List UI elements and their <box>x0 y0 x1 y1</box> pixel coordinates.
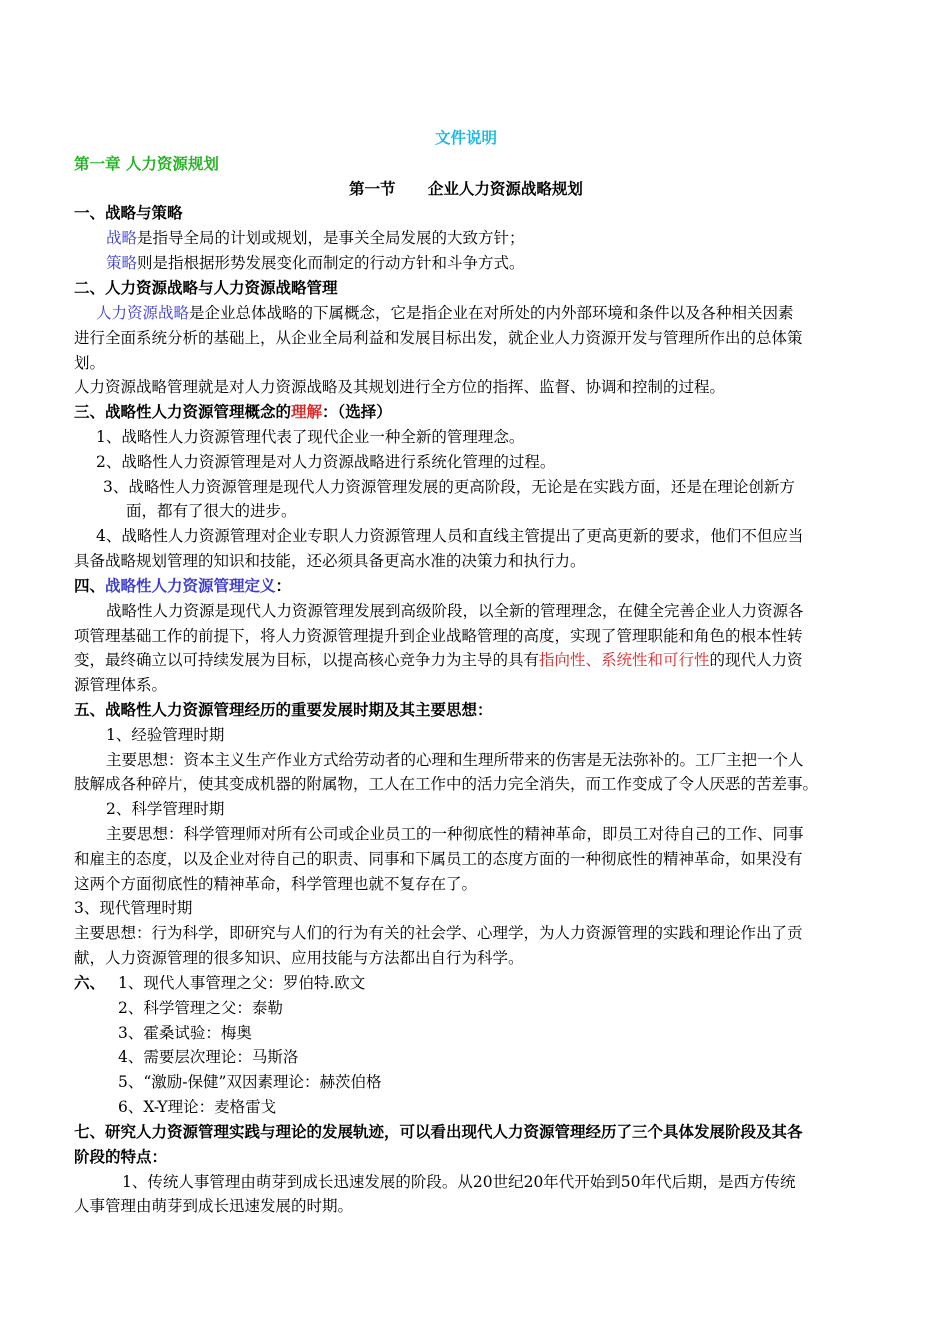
s5-period-1-line-2: 肢解成各种碎片，使其变成机器的附属物，工人在工作中的活力完全消失，而工作变成了令人厌恶的苦差事。 <box>74 775 819 793</box>
s3-item-4: 4、战略性人力资源管理对企业专职人力资源管理人员和直线主管提出了更高更新的要求，他们不但应当 <box>96 527 804 545</box>
s2-line-1 <box>96 301 794 325</box>
section-heading: 第一节 企业人力资源战略规划 <box>349 180 583 198</box>
s5-period-3-line-1: 主要思想：行为科学，即研究与人们的行为有关的社会学、心理学，为人力资源管理的实践和理论作出了贡 <box>74 924 803 942</box>
s1-p2-text: 则是指根据形势发展变化而制定的行动方针和斗争方式。 <box>137 254 525 272</box>
s6-item-5: 5、“激励-保健”双因素理论：赫茨伯格 <box>118 1073 382 1091</box>
s3-item-1: 1、战略性人力资源管理代表了现代企业一种全新的管理理念。 <box>96 428 525 446</box>
s2-line-3: 划。 <box>74 354 106 372</box>
s5-period-2-line-1: 主要思想：科学管理师对所有公司或企业员工的一种彻底性的精神革命，即员工对待自己的工作、同事 <box>106 825 804 843</box>
term-tactics: 策略 <box>106 254 138 272</box>
s2-heading: 二、人力资源战略与人力资源战略管理 <box>74 279 338 297</box>
s3-item-3-cont: 面，都有了很大的进步。 <box>126 502 297 520</box>
s5-period-2-line-2: 和雇主的态度，以及企业对待自己的职责、同事和下属员工的态度方面的一种彻底性的精神革命，如果没有 <box>74 850 803 868</box>
s6-item-4: 4、需要层次理论：马斯洛 <box>118 1048 299 1066</box>
s6-item-2: 2、科学管理之父：泰勒 <box>118 999 283 1017</box>
s6-item-3: 3、霍桑试验：梅奥 <box>118 1024 252 1042</box>
s2-line-4: 人力资源战略管理就是对人力资源战略及其规划进行全方位的指挥、监督、协调和控制的过程。 <box>74 378 726 396</box>
s4-line-4: 源管理体系。 <box>74 676 168 694</box>
s5-period-3-line-2: 献，人力资源管理的很多知识、应用技能与方法都出自行为科学。 <box>74 949 524 967</box>
s4-heading-blue: 战略性人力资源管理定义 <box>105 577 276 595</box>
s4-l3-red: 指向性、系统性和可行性 <box>539 651 710 669</box>
s6-item-6: 6、X-Y理论：麦格雷戈 <box>118 1098 277 1116</box>
s6-heading: 六、 <box>74 974 106 992</box>
s4-heading-b: ： <box>275 577 292 595</box>
s5-period-2-title: 2、科学管理时期 <box>106 800 225 818</box>
s4-l3-b: 的现代人力资 <box>709 651 803 669</box>
s4-line-3 <box>74 648 803 672</box>
s2-line-2: 进行全面系统分析的基础上，从企业全局利益和发展目标出发，就企业人力资源开发与管理所作出的总体策 <box>74 329 803 347</box>
s4-l3-a: 变，最终确立以可持续发展为目标，以提高核心竞争力为主导的具有 <box>74 651 540 669</box>
s4-heading-a: 四、 <box>74 577 106 595</box>
term-strategy: 战略 <box>106 229 138 247</box>
s3-heading-red: 理解 <box>291 403 323 421</box>
s2-l1-text: 是企业总体战略的下属概念，它是指企业在对所处的内外部环境和条件以及各种相关因素 <box>189 304 794 322</box>
term-hr-strategy: 人力资源战略 <box>96 304 190 322</box>
s5-period-2-line-3: 这两个方面彻底性的精神革命，科学管理也就不复存在了。 <box>74 875 478 893</box>
s1-paragraph-2 <box>106 251 525 275</box>
s5-heading: 五、战略性人力资源管理经历的重要发展时期及其主要思想： <box>74 701 493 719</box>
s3-heading <box>74 400 392 424</box>
s7-line-2: 人事管理由萌芽到成长迅速发展的时期。 <box>74 1197 354 1215</box>
s5-period-1-title: 1、经验管理时期 <box>106 726 225 744</box>
document-title: 文件说明 <box>434 129 497 147</box>
s3-heading-a: 三、战略性人力资源管理概念的 <box>74 403 292 421</box>
s3-item-2: 2、战略性人力资源管理是对人力资源战略进行系统化管理的过程。 <box>96 453 556 471</box>
s4-heading <box>74 574 291 598</box>
s3-heading-b: ：（选择） <box>322 403 392 421</box>
s4-line-2: 项管理基础工作的前提下，将人力资源管理提升到企业战略管理的高度，实现了管理职能和角色的根本性转 <box>74 627 803 645</box>
s7-line-1: 1、传统人事管理由萌芽到成长迅速发展的阶段。从20世纪20年代开始到50年代后期，是西方传统 <box>122 1173 796 1191</box>
s7-heading-line-2: 阶段的特点： <box>74 1148 168 1166</box>
s3-item-3: 3、战略性人力资源管理是现代人力资源管理发展的更高阶段，无论是在实践方面，还是在理论创新方 <box>103 478 795 496</box>
s6-item-1: 1、现代人事管理之父：罗伯特.欧文 <box>118 974 366 992</box>
chapter-heading: 第一章 人力资源规划 <box>74 155 219 173</box>
s4-line-1: 战略性人力资源是现代人力资源管理发展到高级阶段，以全新的管理理念，在健全完善企业人力资源各 <box>106 602 804 620</box>
s5-period-1-line-1: 主要思想：资本主义生产作业方式给劳动者的心理和生理所带来的伤害是无法弥补的。工厂主把一个人 <box>106 751 804 769</box>
s1-heading: 一、战略与策略 <box>74 204 183 222</box>
s3-item-4-cont: 具备战略规划管理的知识和技能，还必须具备更高水准的决策力和执行力。 <box>74 552 586 570</box>
s1-p1-text: 是指导全局的计划或规划，是事关全局发展的大致方针； <box>137 229 525 247</box>
s7-heading-line-1: 七、研究人力资源管理实践与理论的发展轨迹，可以看出现代人力资源管理经历了三个具体发展阶段及其各 <box>74 1123 803 1141</box>
s5-period-3-title: 3、现代管理时期 <box>74 899 193 917</box>
s1-paragraph-1 <box>106 226 525 250</box>
